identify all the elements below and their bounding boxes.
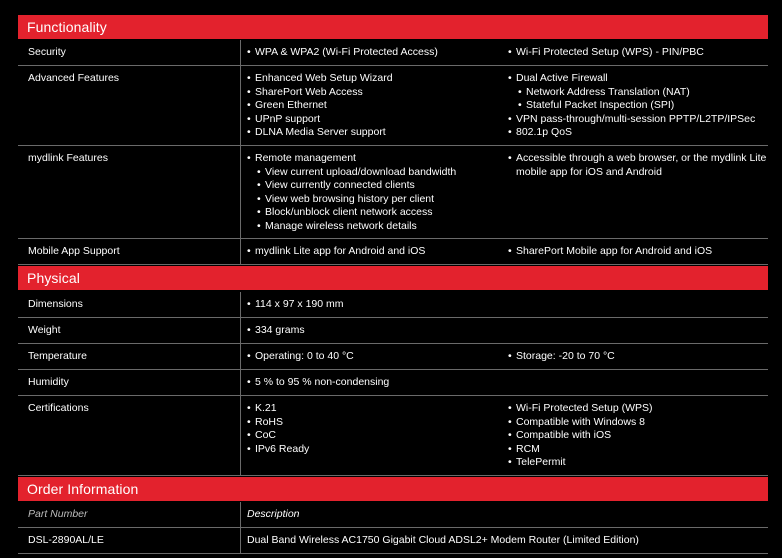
spec-value-text: CoC — [255, 429, 277, 441]
bullet-icon: • — [247, 245, 251, 257]
spec-value-item — [508, 350, 615, 364]
spec-label-cell — [18, 396, 241, 475]
bullet-icon: • — [508, 402, 512, 414]
spec-row-advanced-features — [18, 66, 768, 146]
bullet-icon: • — [518, 85, 522, 98]
spec-value-text: WPA & WPA2 (Wi-Fi Protected Access) — [255, 46, 438, 58]
bullet-icon: • — [247, 72, 251, 84]
spec-value-item — [247, 193, 456, 207]
spec-value-cell — [241, 292, 768, 317]
bullet-icon: • — [508, 112, 512, 125]
spec-row-security — [18, 40, 768, 66]
part-description: Dual Band Wireless AC1750 Gigabit Cloud ADSL2+ Modem Router (Limited Edition) — [247, 534, 639, 546]
spec-value-item — [508, 245, 712, 259]
spec-values-right — [508, 72, 755, 140]
bullet-icon: • — [247, 46, 251, 58]
bullet-icon: • — [247, 126, 251, 138]
bullet-icon: • — [247, 402, 251, 414]
spec-values-left — [247, 46, 438, 60]
bullet-icon: • — [257, 206, 261, 218]
bullet-icon: • — [257, 219, 261, 232]
spec-value-text: RoHS — [255, 415, 284, 428]
spec-value-item — [247, 350, 354, 364]
bullet-icon: • — [508, 126, 512, 138]
spec-label-cell — [18, 146, 241, 238]
spec-value-item — [508, 443, 653, 457]
spec-value-text: UPnP support — [255, 112, 321, 125]
spec-value-text: Remote management — [255, 152, 356, 164]
spec-value-item — [247, 416, 309, 430]
bullet-icon: • — [247, 415, 251, 428]
spec-label: Mobile App Support — [28, 245, 120, 257]
spec-values-right — [508, 46, 704, 60]
spec-value-text: Stateful Packet Inspection (SPI) — [526, 99, 675, 111]
bullet-icon: • — [247, 429, 251, 441]
spec-label: Certifications — [28, 402, 89, 414]
spec-value-item — [508, 72, 755, 86]
spec-value-text: Wi-Fi Protected Setup (WPS) - PIN/PBC — [516, 46, 704, 58]
spec-value-text: TelePermit — [516, 456, 566, 468]
bullet-icon: • — [508, 152, 512, 164]
part-number: DSL-2890AL/LE — [28, 534, 104, 546]
order-label-cell — [18, 528, 241, 553]
spec-row-mobile-app-support — [18, 239, 768, 265]
spec-value-cell — [241, 344, 768, 369]
spec-values-left — [247, 298, 344, 312]
spec-label: Humidity — [28, 376, 69, 388]
spec-value-text: mobile app for iOS and Android — [516, 165, 662, 178]
spec-value-cell — [241, 396, 768, 475]
bullet-icon: • — [247, 442, 251, 455]
bullet-icon: • — [247, 99, 251, 111]
bullet-icon: • — [508, 429, 512, 441]
spec-label-cell — [18, 370, 241, 395]
section-header-order-information — [18, 477, 768, 501]
bullet-icon: • — [247, 85, 251, 98]
spec-value-item — [508, 456, 653, 470]
spec-row-weight — [18, 318, 768, 344]
spec-value-text: Operating: 0 to 40 °C — [255, 350, 354, 362]
spec-value-cell — [241, 146, 768, 238]
order-value-cell — [241, 528, 768, 553]
bullet-icon: • — [247, 152, 251, 164]
spec-values-right — [508, 152, 766, 179]
spec-value-text: RCM — [516, 442, 540, 455]
spec-value-item — [247, 99, 393, 113]
spec-value-item — [508, 46, 704, 60]
spec-value-text: Green Ethernet — [255, 99, 327, 111]
spec-value-item — [247, 113, 393, 127]
spec-label-cell — [18, 292, 241, 317]
spec-label-cell — [18, 344, 241, 369]
spec-value-item — [247, 166, 456, 180]
bullet-icon: • — [247, 350, 251, 362]
spec-value-item — [247, 324, 305, 338]
order-header-label-cell — [18, 502, 241, 527]
spec-value-text: Block/unblock client network access — [265, 206, 433, 218]
bullet-icon: • — [518, 99, 522, 111]
spec-value-text: Compatible with Windows 8 — [516, 415, 645, 428]
section-header-physical — [18, 266, 768, 290]
order-header-row — [18, 502, 768, 528]
spec-value-text: Compatible with iOS — [516, 429, 612, 441]
spec-label: Temperature — [28, 350, 87, 362]
spec-values-right — [508, 245, 712, 259]
bullet-icon: • — [257, 192, 261, 205]
spec-values-left — [247, 350, 354, 364]
spec-value-item — [247, 298, 344, 312]
spec-value-text: 5 % to 95 % non-condensing — [255, 376, 390, 388]
spec-label: mydlink Features — [28, 152, 108, 164]
spec-value-text: Network Address Translation (NAT) — [526, 85, 690, 98]
spec-value-text: VPN pass-through/multi-session PPTP/L2TP/IPSec — [516, 112, 756, 125]
spec-value-item — [247, 220, 456, 234]
spec-value-text: Manage wireless network details — [265, 219, 417, 232]
spec-row-temperature — [18, 344, 768, 370]
spec-values-left — [247, 402, 309, 456]
spec-value-text: Enhanced Web Setup Wizard — [255, 72, 393, 84]
spec-values-left — [247, 245, 425, 259]
section-title: Physical — [27, 270, 80, 286]
spec-value-text: View web browsing history per client — [265, 192, 435, 205]
spec-label-cell — [18, 40, 241, 65]
bullet-icon: • — [247, 112, 251, 125]
spec-label: Advanced Features — [28, 72, 120, 84]
spec-row-certifications — [18, 396, 768, 476]
spec-value-item — [508, 416, 653, 430]
spec-label: Dimensions — [28, 298, 83, 310]
spec-value-item — [508, 166, 766, 180]
bullet-icon: • — [257, 179, 261, 191]
spec-label: Weight — [28, 324, 61, 336]
spec-value-item — [508, 113, 755, 127]
spec-value-item — [247, 72, 393, 86]
section-header-functionality — [18, 15, 768, 39]
spec-value-text: Storage: -20 to 70 °C — [516, 350, 615, 362]
spec-value-item — [508, 429, 653, 443]
spec-value-text: SharePort Web Access — [255, 85, 363, 98]
spec-value-text: K.21 — [255, 402, 277, 414]
spec-value-text: IPv6 Ready — [255, 442, 310, 455]
section-title: Order Information — [27, 481, 139, 497]
spec-value-cell — [241, 66, 768, 145]
section-title: Functionality — [27, 19, 107, 35]
spec-value-cell — [241, 370, 768, 395]
spec-value-item — [247, 179, 456, 193]
part-number-header: Part Number — [28, 508, 88, 520]
spec-value-item — [247, 206, 456, 220]
spec-value-item — [508, 126, 755, 140]
spec-value-cell — [241, 239, 768, 264]
order-row — [18, 528, 768, 554]
spec-label-cell — [18, 239, 241, 264]
spec-value-text: 334 grams — [255, 324, 305, 336]
spec-values-left — [247, 376, 389, 390]
spec-value-item — [247, 245, 425, 259]
spec-value-item — [247, 46, 438, 60]
spec-value-item — [247, 443, 309, 457]
spec-value-text: View currently connected clients — [265, 179, 415, 191]
spec-value-text: 114 x 97 x 190 mm — [255, 298, 344, 310]
spec-value-text: SharePort Mobile app for Android and iOS — [516, 245, 713, 257]
spec-row-dimensions — [18, 292, 768, 318]
bullet-icon: • — [508, 245, 512, 257]
spec-value-text: mydlink Lite app for Android and iOS — [255, 245, 426, 257]
bullet-icon: • — [247, 298, 251, 310]
order-header-value-cell — [241, 502, 768, 527]
bullet-icon: • — [247, 376, 251, 388]
bullet-icon: • — [508, 456, 512, 468]
spec-values-right — [508, 350, 615, 364]
spec-value-item — [508, 99, 755, 113]
spec-value-item — [247, 376, 389, 390]
spec-value-text: DLNA Media Server support — [255, 126, 386, 138]
spec-value-text: Dual Active Firewall — [516, 72, 608, 84]
spec-value-item — [247, 86, 393, 100]
description-header: Description — [247, 508, 300, 520]
spec-label-cell — [18, 318, 241, 343]
spec-label-cell — [18, 66, 241, 145]
spec-value-text: Accessible through a web browser, or the mydlink Lite — [516, 152, 767, 164]
spec-values-left — [247, 152, 456, 233]
spec-values-left — [247, 72, 393, 140]
bullet-icon: • — [508, 415, 512, 428]
spec-value-item — [508, 402, 653, 416]
spec-value-cell — [241, 318, 768, 343]
spec-row-mydlink-features — [18, 146, 768, 239]
spec-value-text: 802.1p QoS — [516, 126, 573, 138]
spec-values-left — [247, 324, 305, 338]
spec-value-cell — [241, 40, 768, 65]
bullet-icon: • — [508, 72, 512, 84]
spec-values-right — [508, 402, 653, 470]
spec-value-item — [508, 86, 755, 100]
spec-value-text: View current upload/download bandwidth — [265, 165, 457, 178]
bullet-icon: • — [508, 350, 512, 362]
spec-value-item — [247, 152, 456, 166]
spec-row-humidity — [18, 370, 768, 396]
spec-value-item — [508, 152, 766, 166]
spec-value-text: Wi-Fi Protected Setup (WPS) — [516, 402, 653, 414]
bullet-icon: • — [508, 442, 512, 455]
spec-value-item — [247, 402, 309, 416]
spec-value-item — [247, 126, 393, 140]
spec-value-item — [247, 429, 309, 443]
bullet-icon: • — [508, 46, 512, 58]
bullet-icon: • — [257, 165, 261, 178]
spec-label: Security — [28, 46, 66, 58]
bullet-icon: • — [247, 324, 251, 336]
